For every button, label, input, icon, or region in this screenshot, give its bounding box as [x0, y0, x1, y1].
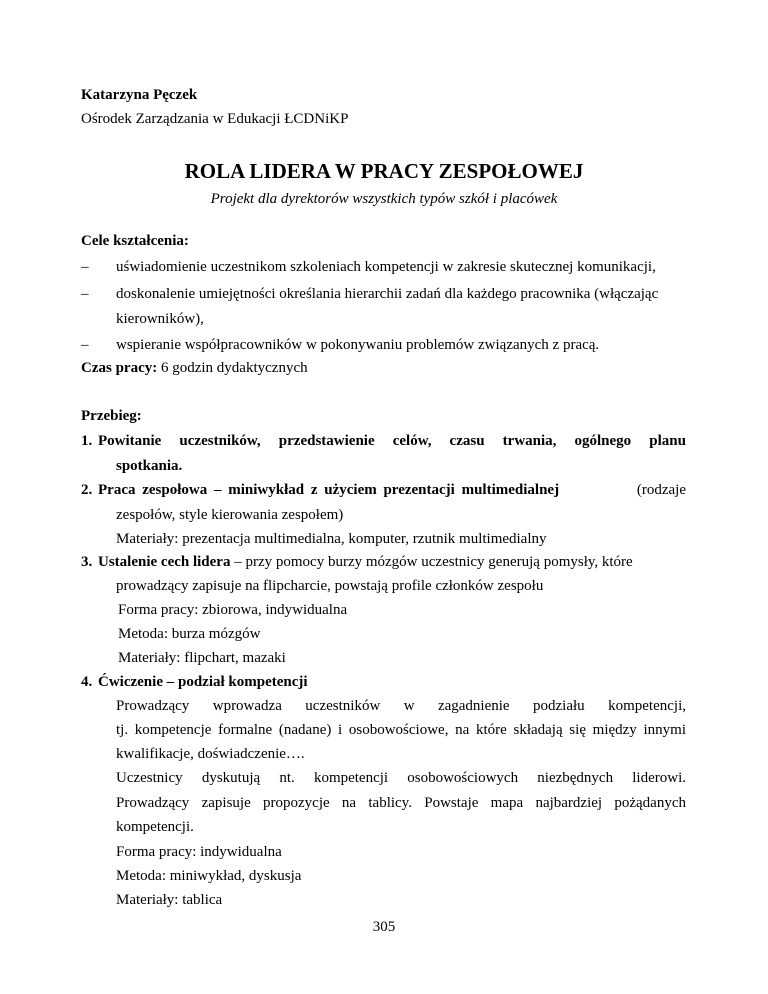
- step-2-description-continued: zespołów, style kierowania zespołem): [116, 507, 344, 523]
- goal-item-2: doskonalenie umiejętności określania hierarchii zadań dla każdego pracownika (włączając: [116, 286, 659, 302]
- step-4-title: Ćwiczenie – podział kompetencji: [98, 674, 308, 690]
- goal-bullet: –: [81, 259, 89, 275]
- step-4-materials: Materiały: tablica: [116, 892, 223, 908]
- institution-name: Ośrodek Zarządzania w Edukacji ŁCDNiKP: [81, 111, 349, 127]
- step-3-materials: Materiały: flipchart, mazaki: [118, 650, 286, 666]
- document-subtitle: Projekt dla dyrektorów wszystkich typów szkół i placówek: [210, 191, 558, 207]
- goal-item-3: wspieranie współpracowników w pokonywaniu problemów związanych z pracą.: [116, 337, 600, 353]
- step-number: 3.: [81, 554, 93, 570]
- step-2-description: (rodzaje: [636, 482, 686, 498]
- step-3-form: Forma pracy: zbiorowa, indywidualna: [118, 602, 348, 618]
- step-3-description-continued: prowadzący zapisuje na flipcharcie, powstają profile członków zespołu: [116, 578, 544, 594]
- author-name: Katarzyna Pęczek: [81, 87, 198, 103]
- goal-bullet: –: [81, 337, 89, 353]
- step-3-description: – przy pomocy burzy mózgów uczestnicy generują pomysły, które: [234, 554, 633, 570]
- step-number: 2.: [81, 482, 93, 498]
- goal-bullet: –: [81, 286, 89, 302]
- step-2-line: [98, 481, 686, 499]
- step-4-paragraph-2-line-2: Prowadzący zapisuje propozycje na tablicy. Powstaje mapa najbardziej pożądanych: [116, 795, 686, 811]
- step-2-title: Praca zespołowa – miniwykład z użyciem prezentacji multimedialnej: [98, 482, 560, 498]
- page-number: 305: [372, 919, 396, 935]
- step-4-paragraph-2-line-3: kompetencji.: [116, 819, 194, 835]
- step-3-line: [98, 553, 633, 571]
- step-4-form: Forma pracy: indywidualna: [116, 844, 282, 860]
- step-number: 4.: [81, 674, 93, 690]
- goal-item-1: uświadomienie uczestnikom szkoleniach kompetencji w zakresie skutecznej komunikacji,: [116, 259, 656, 275]
- course-heading: Przebieg:: [81, 408, 142, 424]
- step-1-title-continued: spotkania.: [116, 458, 183, 474]
- work-time-label: Czas pracy:: [81, 360, 158, 376]
- step-4-paragraph-1-line-2: tj. kompetencje formalne (nadane) i osobowościowe, na które składają się między innymi: [116, 722, 686, 738]
- step-3-title: Ustalenie cech lidera: [98, 554, 231, 570]
- step-2-materials: Materiały: prezentacja multimedialna, komputer, rzutnik multimedialny: [116, 531, 547, 547]
- step-4-paragraph-2-line-1: Uczestnicy dyskutują nt. kompetencji osobowościowych niezbędnych liderowi.: [116, 770, 686, 786]
- work-time-value: 6 godzin dydaktycznych: [160, 360, 308, 376]
- step-4-method: Metoda: miniwykład, dyskusja: [116, 868, 302, 884]
- goal-item-2-continued: kierowników),: [116, 311, 204, 327]
- step-1-title: Powitanie uczestników, przedstawienie celów, czasu trwania, ogólnego planu: [98, 433, 686, 449]
- step-4-paragraph-1-line-3: kwalifikacje, doświadczenie….: [116, 746, 305, 762]
- step-4-paragraph-1-line-1: Prowadzący wprowadza uczestników w zagadnienie podziału kompetencji,: [116, 698, 686, 714]
- goals-heading: Cele kształcenia:: [81, 233, 189, 249]
- document-title: ROLA LIDERA W PRACY ZESPOŁOWEJ: [184, 159, 584, 183]
- work-time: [81, 359, 308, 377]
- step-3-method: Metoda: burza mózgów: [118, 626, 261, 642]
- step-number: 1.: [81, 433, 93, 449]
